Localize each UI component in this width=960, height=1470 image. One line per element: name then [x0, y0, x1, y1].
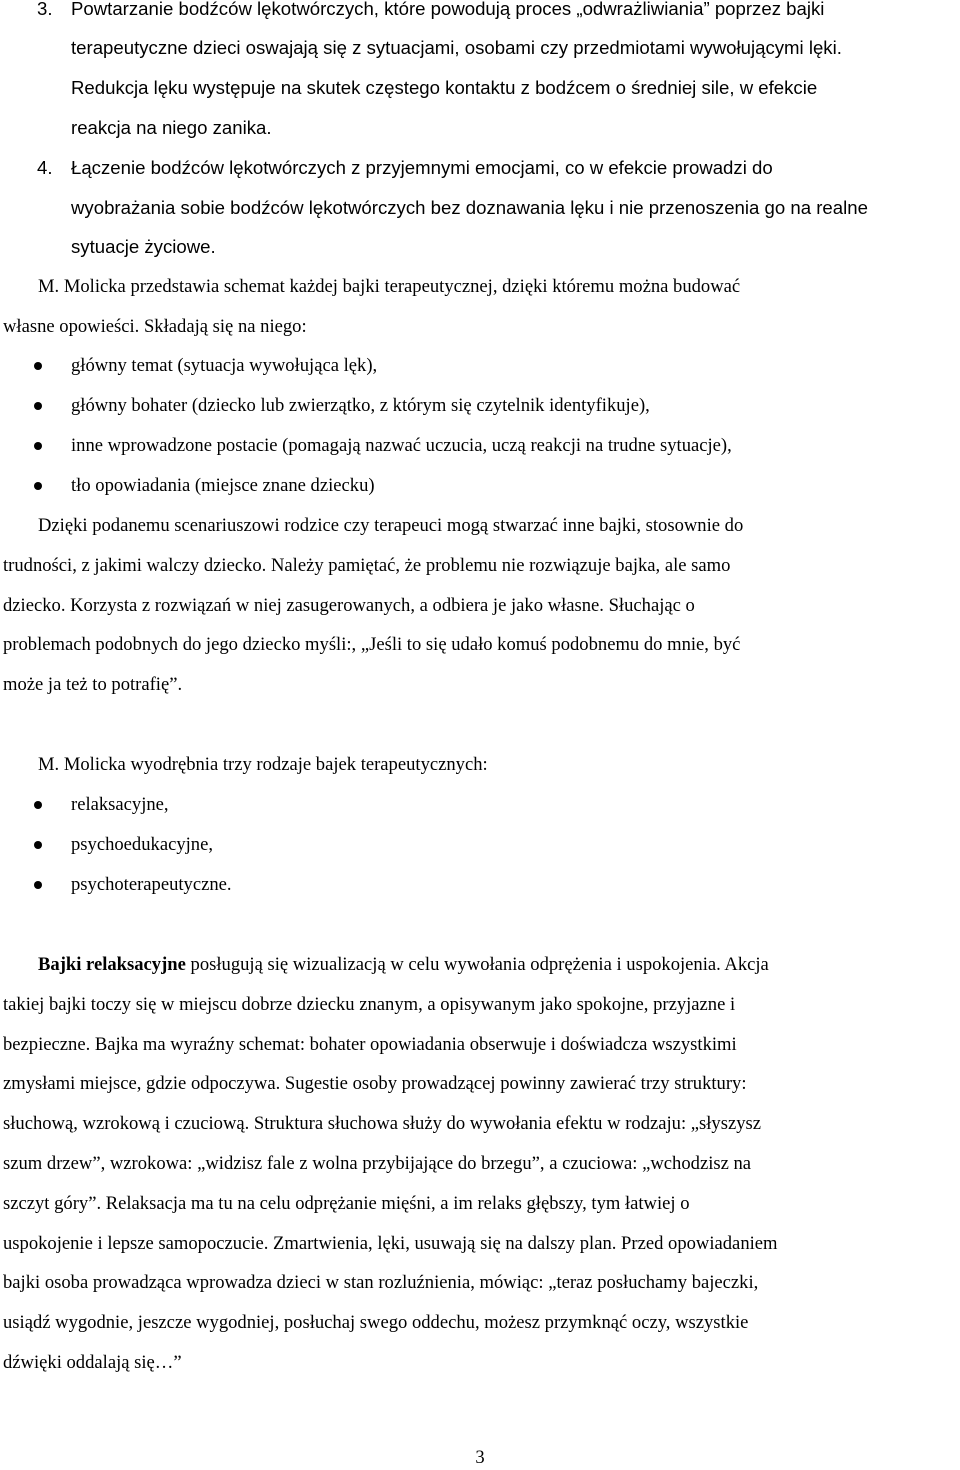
bullet-icon	[34, 402, 42, 410]
paragraph-line: Dzięki podanemu scenariuszowi rodzice czy terapeuci mogą stwarzać inne bajki, stosownie do	[38, 515, 744, 536]
bullet-item: tło opowiadania (miejsce znane dziecku)	[71, 475, 375, 496]
list-item-line: wyobrażania sobie bodźców lękotwórczych bez doznawania lęku i nie przenoszenia go na realne	[71, 197, 868, 218]
bold-lead: Bajki relaksacyjne	[38, 954, 186, 975]
list-item-line: Łączenie bodźców lękotwórczych z przyjemnymi emocjami, co w efekcie prowadzi do	[71, 157, 773, 178]
bullet-item: relaksacyjne,	[71, 794, 169, 815]
bullet-item: psychoterapeutyczne.	[71, 874, 232, 895]
bullet-item: psychoedukacyjne,	[71, 834, 213, 855]
list-item-line: Redukcja lęku występuje na skutek częstego kontaktu z bodźcem o średniej sile, w efekcie	[71, 77, 818, 98]
paragraph-line: może ja też to potrafię”.	[3, 674, 183, 695]
list-number: 4.	[37, 157, 53, 178]
paragraph-line: takiej bajki toczy się w miejscu dobrze dziecku znanym, a opisywanym jako spokojne, przyjazne i	[3, 994, 736, 1015]
bullet-icon	[34, 841, 42, 849]
bullet-icon	[34, 442, 42, 450]
paragraph-line: dźwięki oddalają się…”	[3, 1352, 182, 1373]
bullet-item: główny bohater (dziecko lub zwierzątko, z którym się czytelnik identyfikuje),	[71, 395, 650, 416]
list-item-line: terapeutyczne dzieci oswajają się z sytuacjami, osobami czy przedmiotami wywołującymi lęki.	[71, 37, 842, 58]
paragraph-first-line	[38, 953, 769, 977]
paragraph-line: szum drzew”, wzrokowa: „widzisz fale z wolna przybijające do brzegu”, a czuciowa: „wchodzisz na	[3, 1153, 752, 1174]
paragraph-line: bajki osoba prowadząca wprowadza dzieci w stan rozluźnienia, mówiąc: „teraz posłuchamy bajeczki,	[3, 1272, 759, 1293]
paragraph-line: własne opowieści. Składają się na niego:	[3, 316, 307, 337]
page-number: 3	[475, 1447, 485, 1468]
paragraph-line: dziecko. Korzysta z rozwiązań w niej zasugerowanych, a odbiera je jako własne. Słuchając o	[3, 595, 695, 616]
types-intro: M. Molicka wyodrębnia trzy rodzaje bajek terapeutycznych:	[38, 754, 488, 775]
bullet-icon	[34, 482, 42, 490]
list-number: 3.	[37, 0, 53, 19]
first-line-rest: posługują się wizualizacją w celu wywołania odprężenia i uspokojenia. Akcja	[185, 954, 769, 975]
list-item-line: sytuacje życiowe.	[71, 236, 216, 257]
list-item-line: Powtarzanie bodźców lękotwórczych, które powodują proces „odwrażliwiania” poprzez bajki	[71, 0, 825, 19]
bullet-icon	[34, 801, 42, 809]
paragraph-line: bezpieczne. Bajka ma wyraźny schemat: bohater opowiadania obserwuje i doświadcza wszystkimi	[3, 1034, 737, 1055]
bullet-item: główny temat (sytuacja wywołująca lęk),	[71, 355, 378, 376]
bullet-item: inne wprowadzone postacie (pomagają nazwać uczucia, uczą reakcji na trudne sytuacje),	[71, 435, 732, 456]
paragraph-line: trudności, z jakimi walczy dziecko. Należy pamiętać, że problemu nie rozwiązuje bajka, ale samo	[3, 555, 731, 576]
paragraph-line: słuchową, wzrokową i czuciową. Struktura słuchowa służy do wywołania efektu w rodzaju: „słyszysz	[3, 1113, 761, 1134]
paragraph-line: szczyt góry”. Relaksacja ma tu na celu odprężanie mięśni, a im relaks głębszy, tym łatwiej o	[3, 1193, 690, 1214]
list-item-line: reakcja na niego zanika.	[71, 117, 272, 138]
paragraph-line: uspokojenie i lepsze samopoczucie. Zmartwienia, lęki, usuwają się na dalszy plan. Przed opowiadaniem	[3, 1233, 778, 1254]
paragraph-line: zmysłami miejsce, gdzie odpoczywa. Sugestie osoby prowadzącej powinny zawierać trzy struktury:	[3, 1073, 747, 1094]
paragraph-line: M. Molicka przedstawia schemat każdej bajki terapeutycznej, dzięki któremu można budować	[38, 276, 741, 297]
bullet-icon	[34, 881, 42, 889]
paragraph-line: problemach podobnych do jego dziecko myśli:, „Jeśli to się udało komuś podobnemu do mnie, być	[3, 634, 741, 655]
paragraph-line: usiądź wygodnie, jeszcze wygodniej, posłuchaj swego oddechu, możesz przymknąć oczy, wszystkie	[3, 1312, 749, 1333]
bullet-icon	[34, 362, 42, 370]
